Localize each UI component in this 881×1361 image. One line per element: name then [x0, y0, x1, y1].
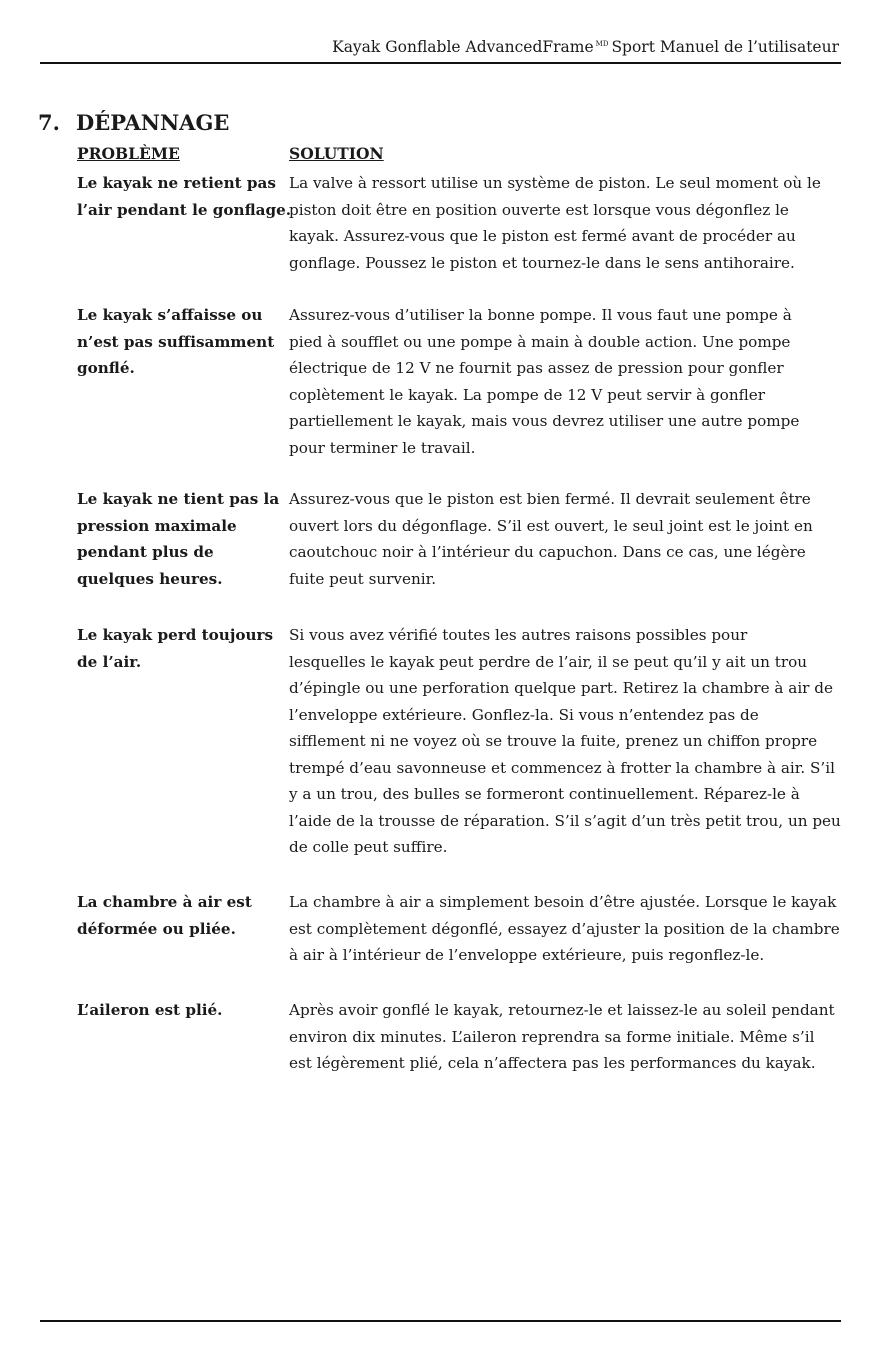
solution-line: ouvert lors du dégonflage. S’il est ouvert, le seul joint est le joint en: [289, 516, 813, 535]
solution-line: électrique de 12 V ne fournit pas assez de pression pour gonfler: [289, 359, 784, 377]
footer-rule: [40, 1320, 841, 1322]
solution-line: Assurez-vous que le piston est bien fermé. Il devrait seulement être: [289, 490, 811, 508]
solution-line: fuite peut survenir.: [289, 569, 437, 588]
solution-line: piston doit être en position ouverte est lorsque vous dégonflez le: [289, 200, 789, 219]
solution-line: coplètement le kayak. La pompe de 12 V peut servir à gonfler: [289, 385, 765, 404]
solution-line: pied à soufflet ou une pompe à main à double action. Une pompe: [289, 332, 791, 351]
solution-cell: [289, 889, 849, 969]
solution-line: Si vous avez vérifié toutes les autres raisons possibles pour: [289, 626, 748, 644]
solution-cell: [289, 622, 849, 861]
problem-line: L’aileron est plié.: [77, 1001, 223, 1019]
solution-line: gonflage. Poussez le piston et tournez-le dans le sens antihoraire.: [289, 253, 795, 272]
problem-line: Le kayak s’affaisse ou: [77, 306, 263, 324]
problem-cell: [77, 889, 282, 942]
solution-line: La valve à ressort utilise un système de piston. Le seul moment où le: [289, 174, 821, 192]
solution-line: l’enveloppe extérieure. Gonflez-la. Si vous n’entendez pas de: [289, 705, 759, 724]
problem-cell: [77, 170, 292, 223]
problem-line: déformée ou pliée.: [77, 919, 236, 938]
solution-line: caoutchouc noir à l’intérieur du capuchon. Dans ce cas, une légère: [289, 543, 806, 561]
solution-cell: [289, 302, 849, 461]
section-number: 7.: [38, 110, 60, 135]
solution-line: y a un trou, des bulles se formeront continuellement. Réparez-le à: [289, 785, 800, 803]
solution-line: sifflement ni ne voyez où se trouve la fuite, prenez un chiffon propre: [289, 732, 818, 750]
problem-line: gonflé.: [77, 359, 135, 377]
header-title-part1: Kayak Gonflable AdvancedFrame: [332, 38, 594, 56]
solution-line: l’aide de la trousse de réparation. S’il s’agit d’un très petit trou, un peu: [289, 811, 841, 830]
problem-line: l’air pendant le gonflage.: [77, 200, 292, 219]
solution-line: Assurez-vous d’utiliser la bonne pompe. Il vous faut une pompe à: [289, 306, 792, 324]
solution-line: La chambre à air a simplement besoin d’être ajustée. Lorsque le kayak: [289, 893, 837, 911]
solution-line: de colle peut suffire.: [289, 838, 448, 856]
section-heading: [38, 110, 229, 135]
problem-cell: [77, 997, 282, 1024]
solution-line: est complètement dégonflé, essayez d’ajuster la position de la chambre: [289, 919, 840, 938]
problem-line: quelques heures.: [77, 569, 223, 588]
solution-line: partiellement le kayak, mais vous devrez utiliser une autre pompe: [289, 412, 800, 430]
solution-line: pour terminer le travail.: [289, 438, 476, 457]
solution-column-header: SOLUTION: [289, 144, 384, 163]
problem-column-header: PROBLÈME: [77, 144, 180, 163]
solution-line: trempé d’eau savonneuse et commencez à frotter la chambre à air. S’il: [289, 758, 835, 777]
problem-line: pendant plus de: [77, 543, 214, 561]
problem-line: Le kayak ne retient pas: [77, 174, 276, 192]
solution-cell: [289, 486, 849, 592]
problem-line: n’est pas suffisamment: [77, 332, 275, 351]
problem-cell: [77, 486, 282, 592]
problem-line: La chambre à air est: [77, 893, 252, 911]
problem-line: Le kayak perd toujours: [77, 626, 274, 644]
solution-line: d’épingle ou une perforation quelque part. Retirez la chambre à air de: [289, 679, 833, 697]
problem-cell: [77, 622, 282, 675]
trademark-mark: MD: [595, 40, 609, 48]
solution-line: Après avoir gonflé le kayak, retournez-le et laissez-le au soleil pendant: [289, 1001, 835, 1019]
problem-line: de l’air.: [77, 652, 142, 671]
solution-line: est légèrement plié, cela n’affectera pas les performances du kayak.: [289, 1054, 816, 1072]
header-rule: [40, 62, 841, 64]
header-title-part2: Sport Manuel de l’utilisateur: [611, 38, 839, 56]
section-title: DÉPANNAGE: [76, 110, 230, 135]
problem-line: Le kayak ne tient pas la: [77, 490, 280, 508]
solution-line: lesquelles le kayak peut perdre de l’air, il se peut qu’il y ait un trou: [289, 652, 807, 671]
solution-cell: [289, 170, 849, 276]
problem-cell: [77, 302, 282, 382]
problem-line: pression maximale: [77, 516, 237, 535]
solution-line: kayak. Assurez-vous que le piston est fermé avant de procéder au: [289, 227, 796, 245]
solution-line: environ dix minutes. L’aileron reprendra sa forme initiale. Même s’il: [289, 1027, 815, 1046]
solution-cell: [289, 997, 849, 1077]
running-header: [332, 38, 839, 56]
solution-line: à air à l’intérieur de l’enveloppe extérieure, puis regonflez-le.: [289, 946, 765, 964]
